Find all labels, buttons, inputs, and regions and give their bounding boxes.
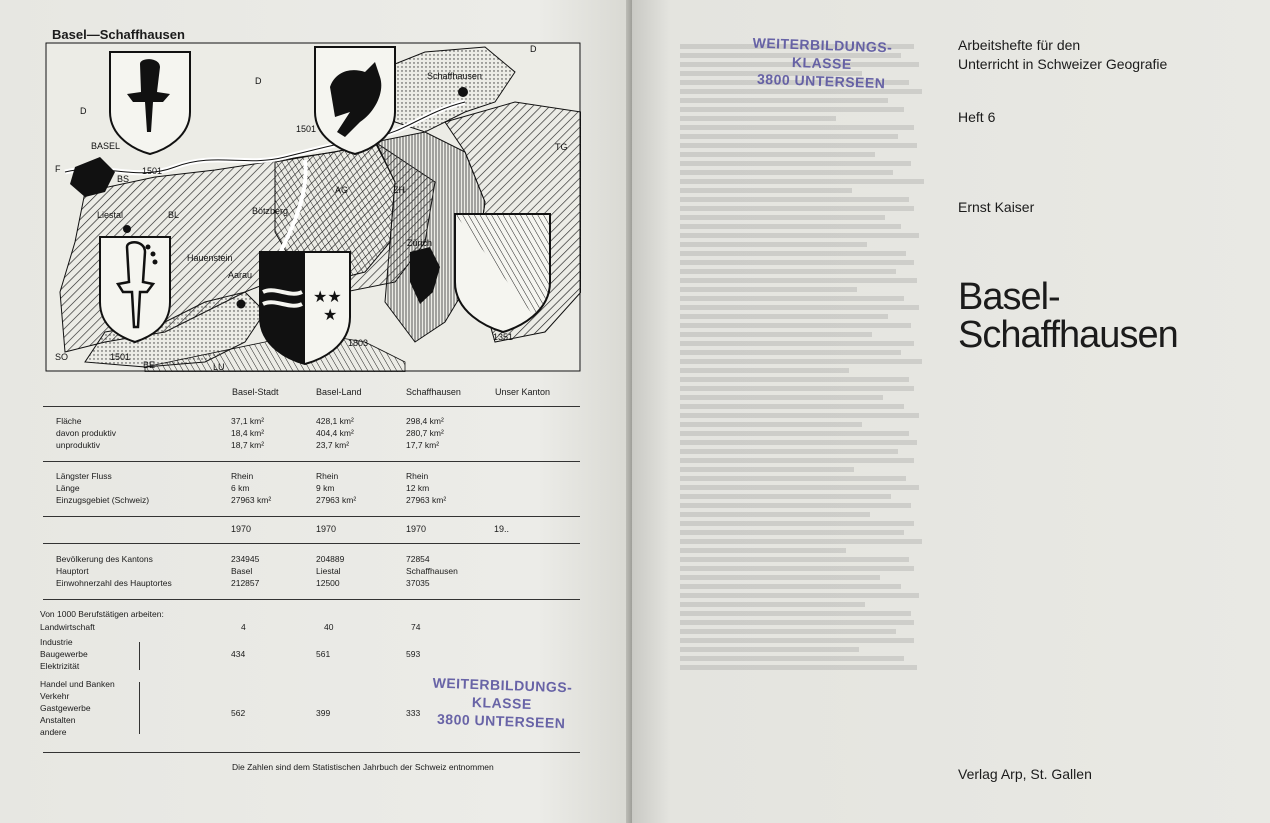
- svg-text:★★: ★★: [313, 289, 342, 306]
- publisher: Verlag Arp, St. Gallen: [958, 766, 1092, 782]
- library-stamp: WEITERBILDUNGS- KLASSE 3800 UNTERSEEN: [432, 674, 573, 732]
- river-bs: Rhein 6 km 27963 km²: [231, 471, 272, 505]
- col-header-schaffhausen: Schaffhausen: [406, 387, 461, 397]
- map-label-schaffhausen: Schaffhausen: [427, 71, 482, 81]
- work-agri-sh: 74: [411, 622, 421, 632]
- col-header-unser-kanton: Unser Kanton: [495, 387, 551, 397]
- year-unser: 19..: [494, 524, 510, 534]
- map-label-zh: ZH: [393, 185, 405, 195]
- river-sh: Rhein 12 km 27963 km²: [406, 471, 447, 505]
- area-sh: 298,4 km² 280,7 km² 17,7 km²: [406, 416, 444, 450]
- source-note: Die Zahlen sind dem Statistischen Jahrbuch der Schweiz entnommen: [232, 762, 494, 772]
- work-industry-sh: 593: [406, 649, 421, 659]
- map-label-d3: D: [530, 44, 537, 54]
- left-page: [0, 0, 632, 823]
- area-bs: 37,1 km² 18,4 km² 18,7 km²: [231, 416, 265, 450]
- work-industry-labels: Industrie Baugewerbe Elektrizität: [40, 637, 88, 671]
- divider: [43, 752, 580, 753]
- work-industry-bl: 561: [316, 649, 331, 659]
- river-bl: Rhein 9 km 27963 km²: [316, 471, 357, 505]
- col-header-basel-stadt: Basel-Stadt: [232, 387, 279, 397]
- map-label-ag: AG: [335, 185, 349, 195]
- map-label-liestal: Liestal: [97, 210, 124, 220]
- work-agri-bs: 4: [241, 622, 246, 632]
- map-label-1501b: 1501: [296, 124, 317, 134]
- map-label-basel: BASEL: [91, 141, 121, 151]
- work-service-bs: 562: [231, 708, 246, 718]
- map-label-so: SO: [55, 352, 69, 362]
- map-label-1803: 1803: [348, 338, 369, 348]
- author: Ernst Kaiser: [958, 199, 1035, 215]
- map-label-bs: BS: [117, 174, 130, 184]
- map-label-hauenstein: Hauenstein: [187, 253, 233, 263]
- map-label-tg: TG: [555, 142, 568, 152]
- map-label-d2: D: [255, 76, 262, 86]
- map-label-boetzberg: Bötzberg: [252, 206, 289, 216]
- work-intro: Von 1000 Berufstätigen arbeiten:: [40, 609, 164, 619]
- population-bs: 234945 Basel 212857: [231, 554, 260, 588]
- work-service-labels: Handel und Banken Verkehr Gastgewerbe Anstalten andere: [40, 679, 115, 737]
- work-agri-label: Landwirtschaft: [40, 622, 95, 632]
- population-sh: 72854 Schaffhausen 37035: [406, 554, 458, 588]
- map-label-f: F: [55, 164, 61, 174]
- issue-number: Heft 6: [958, 109, 996, 125]
- library-stamp-cover: WEITERBILDUNGS- KLASSE 3800 UNTERSEEN: [752, 34, 893, 92]
- map-label-d1: D: [80, 106, 87, 116]
- river-labels: Längster Fluss Länge Einzugsgebiet (Schweiz): [56, 471, 150, 505]
- area-bl: 428,1 km² 404,4 km² 23,7 km²: [316, 416, 354, 450]
- divider: [43, 406, 580, 407]
- year-bs: 1970: [231, 524, 252, 534]
- map-label-lu: LU: [213, 362, 225, 372]
- work-service-bl: 399: [316, 708, 331, 718]
- population-bl: 204889 Liestal 12500: [316, 554, 345, 588]
- map-label-aarau: Aarau: [228, 270, 253, 280]
- map-label-be: BE: [143, 360, 156, 370]
- population-labels: Bevölkerung des Kantons Hauptort Einwohnerzahl des Hauptortes: [56, 554, 172, 588]
- show-through-text: [680, 40, 940, 760]
- book-title: Basel- Schaffhausen: [958, 276, 1178, 356]
- work-industry-bs: 434: [231, 649, 246, 659]
- map-label-1501a: 1501: [142, 166, 163, 176]
- year-sh: 1970: [406, 524, 427, 534]
- bracket: [135, 682, 140, 734]
- divider: [43, 461, 580, 462]
- map-label-zuerich: Zürich: [407, 238, 433, 248]
- bracket: [135, 642, 140, 670]
- divider: [43, 543, 580, 544]
- region-map: [45, 42, 581, 372]
- svg-text:★: ★: [323, 307, 338, 324]
- divider: [43, 599, 580, 600]
- work-service-sh: 333: [406, 708, 421, 718]
- map-label-bl: BL: [168, 210, 180, 220]
- col-header-basel-land: Basel-Land: [316, 387, 362, 397]
- year-bl: 1970: [316, 524, 337, 534]
- series-title: Arbeitshefte für den Unterricht in Schweizer Geografie: [958, 37, 1168, 72]
- map-label-1501c: 1501: [110, 352, 131, 362]
- map-title: Basel—Schaffhausen: [52, 27, 185, 42]
- map-label-1351: 1351: [493, 332, 514, 342]
- work-agri-bl: 40: [324, 622, 334, 632]
- divider: [43, 516, 580, 517]
- area-labels: Fläche davon produktiv unproduktiv: [56, 416, 117, 450]
